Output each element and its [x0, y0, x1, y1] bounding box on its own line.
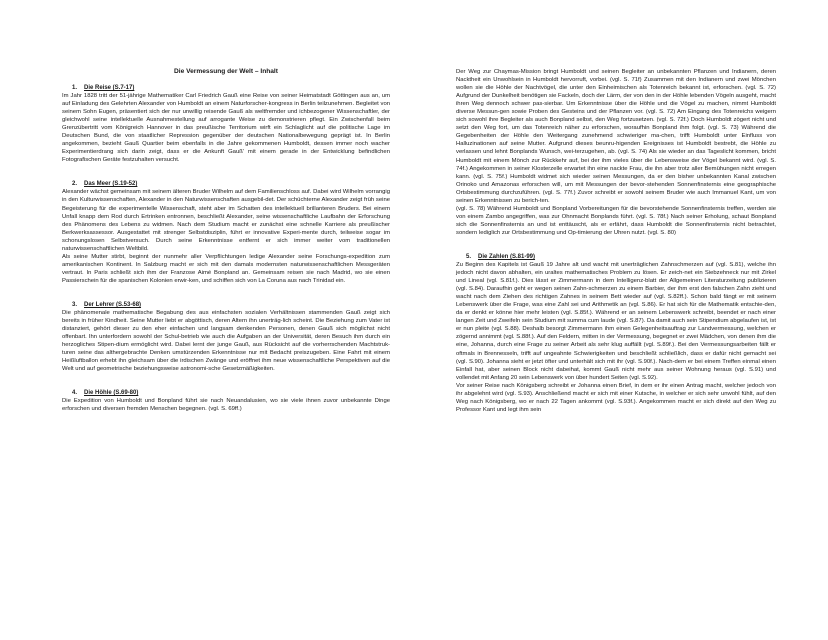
- section-heading: [466, 253, 776, 261]
- paragraph: Zu Beginn des Kapitels ist Gauß 19 Jahre alt und wacht mit unerträglichen Zahnschmerzen auf (vgl. S.81), welche ihn jedoch nicht davon abhalten, ein uraltes mathematisches Problem zu lösen. Er zeich-net ein Siebzehneck nur mit Zirkel und Lineal (vgl. S.81f.). Dies lässt er Zimmermann in dem Intelligenz-blatt der Allgemeinen Literaturzeitung publizieren (vgl. S.84). Daraufhin geht er wegen seinen Zahn-schmerzen zu einem Barbier, der ihm erst den falschen Zahn zieht und wacht nach dem Ziehen des richtigen Zahnes in seinem Bett wieder auf (vgl. S.82ff.). Schon bald fängt er mit seinem Lebenswerk über die Frage, was eine Zahl sei und Arithmetik an (vgl. S.86). Er hat sich für die Mathematik entschie-den, da er denkt er könne hier mehr leisten (vgl. S.85f.). Während er an seinem Lebenswerk schreibt, beendet er nach einer langen Zeit und Zweifeln sein Studium mit summa cum laude (vgl. S.87). Da damit auch sein Stipendium abgelaufen ist, ist er nun pleite (vgl. S.88). Deshalb besorgt Zimmermann ihm einen Gelegenheitsauftrag zur Landvermessung, welchen er zögernd annimmt (vgl. S.88f.). Auf den Feldern, mitten in der Vermessung, begegnet er zwei Mädchen, von denen ihm die eine, Johanna, durch eine Frage zu seiner Arbeit als sehr klug auffällt (vgl. S.89f.). Bei den Vermessungsarbeiten fällt er oftmals in Brennesseln, trifft auf ungeahnte Schwierigkeiten und beschließt schließlich, dass er dafür nicht gemacht sei (vgl. S.90). Johanna sieht er jetzt öfter und unterhält sich mit ihr (vgl. S.90f.). Nach-dem er bei einem Treffen einmal einen Einfall hat, aber seinen Block nicht dabeihat, kommt Gauß nicht mehr aus seiner Wohnung heraus (vgl. S.91) und vollendet mit Anfang 20 sein Lebenswerk von über hundert Seiten (vgl. S.92).: [456, 261, 776, 381]
- section-title: Die Höhle (S.69-80): [84, 390, 139, 397]
- section-heading: [72, 389, 390, 397]
- paragraph: Die phänomenale mathematische Begabung des aus einfachsten sozialen Verhältnissen stammenden Gauß zeigt sich bereits in früher Kindheit. Seine Mutter liebt er abgöttisch, deren Altern ihn unerträg-lich scheint. Die Beziehung zum Vater ist distanziert, gehört dieser zu den eher einfachen und langsam denkenden Personen, denen Gauß sich möglichst nicht offenbart. Ihn unterfordern sowohl der Schul-betrieb wie auch die Aufgaben an der Universität, deren Besuch ihm durch ein herzogliches Stipen-dium ermöglicht wird. Dabei lernt der junge Gauß, aus Rücksicht auf die vorherrschenden Machtstruk-turen seine das althergebrachte Denken umstürzenden Erkenntnisse nur mit Bedacht preiszugeben. Eine Fahrt mit einem Heißluftballon erhebt ihn gleichsam über die irdischen Zwänge und eröffnet ihm neue wissenschaftliche Perspektiven auf die Welt und auf geometrische beziehungsweise astronomi-sche Gesetzmäßigkeiten.: [62, 309, 390, 373]
- section-title: Der Lehrer (S.53-68): [84, 301, 142, 308]
- paragraph: Die Expedition von Humboldt und Bonpland führt sie nach Neuandalusien, wo sie viele ihnen zuvor unbekannte Dinge erforschen und diversen fremden Menschen begegnen. (vgl. S. 69ff.): [62, 398, 390, 413]
- section-heading: [72, 301, 390, 309]
- section-title: Die Zahlen (S.81-99): [478, 253, 536, 260]
- left-column: [62, 68, 390, 413]
- paragraph: Alexander wächst gemeinsam mit seinem älteren Bruder Wilhelm auf dem Familienschloss auf. Dabei wird Wilhelm vorrangig in den Kulturwissenschaften, Alexander in den Naturwissenschaften ausgebil-det. Der schüchterne Alexander zeigt früh seine Begeisterung für die experimentelle Wissenschaft, steht aber im Schatten des intellektuell brillanteren Bruders. Bei einem Unfall knapp dem Rod durch Ertrinken entronnen, beschließt Alexander, seine wissenschaftliche Laufbahn der Erforschung des Phänomens des Lebens zu widmen. Nach dem Studium macht er zunächst eine schnelle Karriere als preußischer Berkwerksassessor. Ausgestattet mit strenger Selbstdisziplin, führt er innovative Experi-mente durch, teilweise sogar im schonungslosen Selbstversuch. Durch seine Erkenntnisse entfernt er sich immer weiter vom traditionellen naturwissenschaftlichen Weltbild.: [62, 189, 390, 252]
- document-title: Die Vermessung der Welt – Inhalt: [174, 68, 278, 75]
- paragraph: Der Weg zur Chaymas-Mission bringt Humboldt und seinen Begleiter an unbekannten Pflanzen und Indianern, deren Nacktheit ein Unwohlsein in Humboldt hervorruft, vorbei. (vgl. S. 71f) Zusammen mit den Indianern und zwei Mönchen wollen sie die Höhle der Nachtvögel, die unter den Einheimischen als Totenreich bekannt ist, erforschen. (vgl. S. 72) Aufgrund der Dunkelheit benötigen sie Fackeln, doch der Lärm, der von den in der Höhle lebenden Vögeln ausgeht, macht ihren Weg dennoch schwer pas-sierbar. Um Erkenntnisse über die Höhle und die Vögel zu machen, nimmt Humboldt diverse Messun-gen sowie Proben des Gesteins und der Pflanzen vor. (vgl. S. 72) Am Eingang des Totenreichs weigern sich sowohl ihre Begleiter als auch Bonpland selbst, den Weg fortzusetzen. (vgl. S. 72f.) Doch Humboldt zögert nicht und setzt den Weg fort, um das Totenreich näher zu erforschen, woraufhin Bonpland ihm folgt. (vgl. S. 73) Während die Gegebenheiten der Höhle den Weitergang zunehmend schwieriger ma-chen, trifft Humboldt unter Einfluss von Halluzinationen auf seine Mutter. Aufgrund dieses beunru-higenden Ereignisses ist Humboldt bestrebt, die Höhle zu verlassen und lehnt Bonplands Wunsch, wei-terzugehen, ab. (vgl. S. 74) Als sie wieder an das Tageslicht kommen, bricht Humboldt mit einem Mönch zur Rückkehr auf, bei der ihm vieles über die Lebensweise der Vögel bekannt wird. (vgl. S. 74f.) Angekommen in seiner Klosterzelle erwartet ihn eine nackte Frau, die ihn aber trotz aller Bemühungen nicht erregen kann. (vgl. S. 75f.) Humboldt widmet sich wieder seinen Messungen, da er den bisher unbekannten Kanal zwischen Orinoko und Amazonas erforschen will, um mit Messungen der bevor-stehenden Sonnenfinsternis eine geographische Ortsbestimmung durchzuführen. (vgl. S. 77f.) Zuvor schreibt er sowohl seinem Bruder wie auch Immanuel Kant, um von seinen Erkenntnissen zu berich-ten.: [456, 69, 776, 204]
- section-number: 2.: [72, 181, 78, 188]
- paragraph: Im Jahr 1828 tritt der 51-jährige Mathematiker Carl Friedrich Gauß eine Reise von seiner Heimatstadt Göttingen aus an, um auf Einladung des Gelehrten Alexander von Humboldt an einem Naturforscher-kongress in Berlin teilzunehmen. Begleitet von seinem Sohn Eugen, präsentiert sich der nur unwillig reisende Gauß als weltfremder und ichbezogener Wissenschaftler, der gleichwohl seine intellektuelle Ausnahmestellung auf arrogante Weise zu demonstrieren pflegt. Ein Zwischenfall beim Grenzübertritt vom Königreich Hannover in das preußische Territorium wirft ein Schlaglicht auf die politische Lage im Deutschen Bund, die von staatlicher Repression gegenüber der deutschen Nationalbewegung geprägt ist. In Berlin angekommen, bezieht Gauß Quartier beim ebenfalls in die Jahre gekommenen Humboldt, dessen immer noch wacher Experimentierdrang sich darin zeigt, dass er die Ankunft Gauß’ mit einem gerade in der Entwicklung befindlichen Fotografischen Geräte festzuhalten versucht.: [62, 93, 390, 164]
- section-heading: [72, 84, 390, 92]
- paragraph: (vgl. S. 78) Während Humboldt und Bonpland Vorbereitungen für die bevorstehende Sonnenfinsternis treffen, werden sie von einem Zambo angegriffen, was zur Ohnmacht Bonplands führt. (vgl. S. 78f.) Nach seiner Erholung, schaut Bonpland sich die Sonnenfinsternis an und ist enttäuscht, als er erfährt, dass Humboldt die Sonnenfinsternis nicht betrachtet, sondern lediglich zur Ortsbestimmung und Op-timierung der Uhren nutzt. (vgl. S. 80): [456, 205, 776, 236]
- section-title: Das Meer (S.19-52): [84, 181, 138, 188]
- section-number: 1.: [72, 85, 78, 91]
- paragraph: Als seine Mutter stirbt, beginnt der nunmehr aller Verpflichtungen ledige Alexander seine Forschungs-expedition zum amerikanischen Kontinent. In Salzburg macht er sich mit den damals modernsten naturwissenschaftlichen Messgeräten vertraut. In Paris schließt sich ihm der Franzose Aimé Bonpland an. Gemeinsam reisen sie nach Madrid, wo sie einen Passierschein für die spanischen Kolonien erwir-ken, und schiffen sich von La Coruna aus nach Trinidad ein.: [62, 253, 390, 284]
- section-number: 3.: [72, 301, 78, 308]
- section-heading: [72, 180, 390, 188]
- section-title: Die Reise (S.7-17): [84, 85, 135, 91]
- section-number: 4.: [72, 390, 78, 397]
- section-number: 5.: [466, 253, 472, 260]
- right-column: [456, 68, 776, 414]
- paragraph: Vor seiner Reise nach Königsberg schreibt er Johanna einen Brief, in dem er ihr einen Antrag macht, welcher jedoch von ihr abgelehnt wird (vgl. S.93). Anschließend macht er sich mit einer Kutsche, in welcher er sich sehr unwohl fühlt, auf den Weg nach Königsberg, wo er nach 22 Tagen ankommt (vgl. S.93f.). Angekommen macht er sich direkt auf den Weg zu Professor Kant und legt ihm sein: [456, 382, 776, 413]
